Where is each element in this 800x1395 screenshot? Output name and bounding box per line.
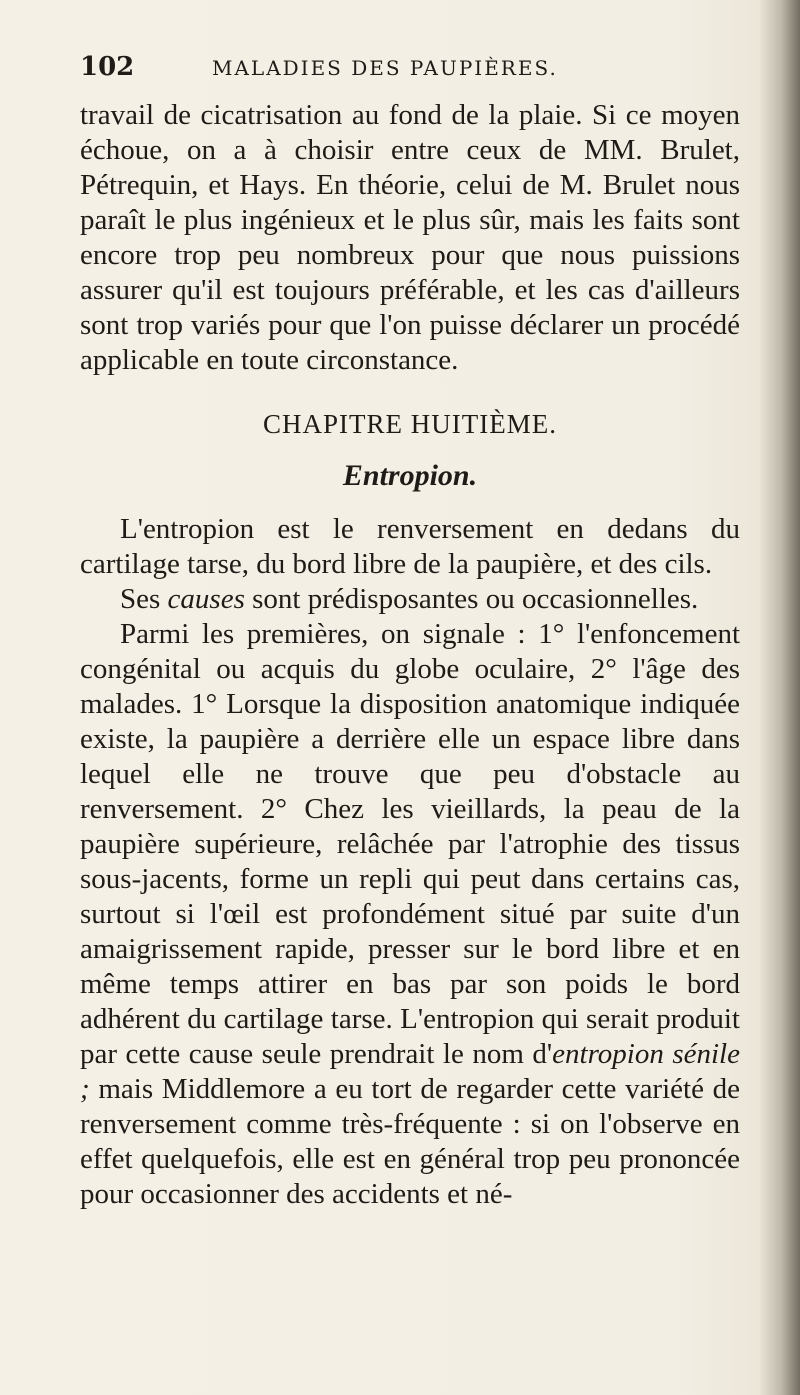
page-number: 102 — [80, 52, 135, 82]
causes-text-before: Ses — [120, 583, 168, 615]
parmi-text-before: Parmi les premières, on signale : 1° l'enfoncement congénital ou acquis du globe oculaire, 2° l'âge des malades. 1° Lorsque la disposition anatomique indiquée existe, la paupière a derrière elle un espace libre dans lequel elle ne trouve que peu d'obstacle au renversement. 2° Chez les vieillards, la peau de la paupière supérieure, relâchée par l'atrophie des tissus sous-jacents, forme un repli qui peut dans certains cas, surtout si l'œil est profondément situé par suite d'un amaigrissement rapide, presser sur le bord libre et en même temps attirer en bas par son poids le bord adhérent du cartilage tarse. L'entropion qui serait produit par cette cause seule prendrait le nom d' — [80, 618, 740, 1070]
page-gutter-shadow — [758, 0, 800, 1395]
running-head — [80, 52, 740, 98]
page-content — [80, 52, 740, 1212]
section-title: Entropion. — [342, 459, 478, 492]
causes-emphasis: causes — [167, 583, 245, 615]
intro-paragraph: travail de cicatrisation au fond de la plaie. Si ce moyen échoue, on a à choisir entre ceux de MM. Brulet, Pétrequin, et Hays. En théorie, celui de M. Brulet nous paraît le plus ingénieux et le plus sûr, mais les faits sont encore trop peu nombreux pour que nous puissions assurer qu'il est toujours préférable, et les cas d'ailleurs sont trop variés pour que l'on puisse déclarer un procédé applicable en toute circonstance. — [80, 99, 740, 376]
definition-paragraph: L'entropion est le renversement en dedans du cartilage tarse, du bord libre de la paupière, et des cils. — [80, 513, 740, 580]
chapter-title: CHAPITRE HUITIÈME. — [263, 409, 557, 439]
running-title: MALADIES DES PAUPIÈRES. — [212, 56, 558, 80]
entropion-senile-emphasis: entropion sénile ; — [80, 1038, 740, 1105]
causes-paragraph — [80, 582, 740, 617]
predisposing-causes-paragraph — [80, 617, 740, 1212]
parmi-text-after: mais Middlemore a eu tort de regarder cette variété de renversement comme très-fréquente : si on l'observe en effet quelquefois, elle est en général trop peu prononcée pour occasionner des accidents et né- — [80, 1073, 740, 1210]
body-text — [80, 98, 740, 1212]
causes-text-after: sont prédisposantes ou occasionnelles. — [244, 583, 699, 615]
